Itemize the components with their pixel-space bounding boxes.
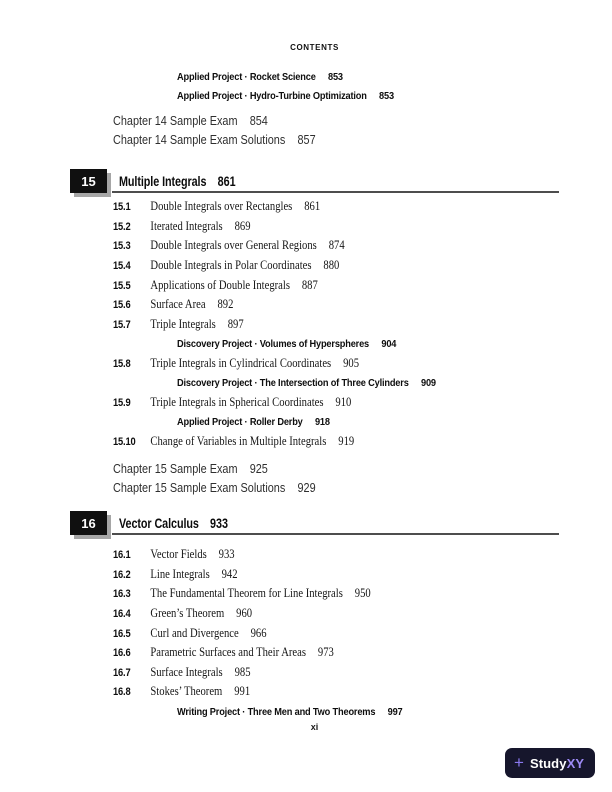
toc-row-content <box>113 199 320 214</box>
toc-row-content <box>113 317 244 332</box>
section-number: 16.4 <box>113 608 131 621</box>
section-title: Triple Integrals in Cylindrical Coordinates <box>150 356 332 371</box>
toc-row-content <box>113 278 318 293</box>
section-page: 897 <box>227 316 244 331</box>
exam-page: 854 <box>249 113 268 128</box>
toc-section-row <box>70 565 559 585</box>
chapter-15-title: Multiple Integrals <box>119 173 207 189</box>
toc-row-content <box>113 481 316 495</box>
toc-row-content <box>177 71 343 83</box>
chapter-16-rule <box>112 533 559 535</box>
toc-row-content <box>113 238 345 253</box>
section-number: 15.9 <box>113 397 131 410</box>
toc-exam-row <box>70 131 559 151</box>
toc-section-row <box>70 545 559 565</box>
toc-section-row <box>70 354 559 374</box>
section-page: 869 <box>234 218 251 233</box>
section-number: 16.3 <box>113 588 131 601</box>
section-number: 16.1 <box>113 549 131 562</box>
section-number: 15.1 <box>113 201 131 214</box>
toc-section-row <box>70 682 559 702</box>
section-title: Double Integrals in Polar Coordinates <box>150 258 312 273</box>
chapter-15-section-list <box>70 197 559 452</box>
toc-row-content <box>113 258 339 273</box>
chapter-15-number-box <box>70 169 107 193</box>
section-title: Stokes’ Theorem <box>150 684 223 699</box>
contents-header: CONTENTS <box>290 43 339 52</box>
toc-section-row <box>70 217 559 237</box>
toc-row-content <box>113 547 235 562</box>
chapter-16-section-list <box>70 545 559 721</box>
section-page: 973 <box>317 645 334 660</box>
section-title: Parametric Surfaces and Their Areas <box>150 645 306 660</box>
section-number: 16.7 <box>113 666 131 679</box>
chapter-15-header <box>70 169 559 193</box>
section-page: 933 <box>218 547 235 562</box>
section-title: Triple Integrals in Spherical Coordinates <box>150 395 324 410</box>
toc-row-content <box>113 219 251 234</box>
logo-text-primary: Study <box>529 755 567 771</box>
chapter-16-page: 933 <box>210 515 229 531</box>
section-page: 942 <box>221 566 238 581</box>
toc-section-row <box>70 393 559 413</box>
toc-project-row <box>70 334 559 354</box>
toc-row-content <box>113 395 351 410</box>
toc-project-row <box>70 413 559 433</box>
toc-row-content <box>113 434 354 449</box>
exam-label: Chapter 15 Sample Exam <box>113 461 238 476</box>
toc-row-content <box>177 90 394 102</box>
toc-row-content <box>113 567 238 582</box>
section-number: 16.8 <box>113 686 131 699</box>
exam-label: Chapter 14 Sample Exam Solutions <box>113 133 286 148</box>
exam-page: 929 <box>297 481 316 496</box>
project-page: 904 <box>381 337 397 350</box>
section-page: 960 <box>236 606 253 621</box>
toc-project-row <box>70 373 559 393</box>
section-number: 15.7 <box>113 318 131 331</box>
toc-section-row <box>70 256 559 276</box>
toc-section-row <box>70 295 559 315</box>
project-label: Discovery Project · The Intersection of Three Cylinders <box>177 377 409 390</box>
section-page: 892 <box>217 297 234 312</box>
section-page: 991 <box>234 684 251 699</box>
logo-text-accent: XY <box>566 755 585 771</box>
toc-section-row <box>70 604 559 624</box>
section-title: Line Integrals <box>150 566 210 581</box>
section-title: Curl and Divergence <box>150 625 239 640</box>
toc-exam-row <box>70 111 559 131</box>
section-page: 950 <box>354 586 371 601</box>
toc-row-content <box>177 338 396 350</box>
toc-row-content <box>113 606 252 621</box>
toc-section-row <box>70 432 559 452</box>
toc-row-content <box>113 645 334 660</box>
project-page: 909 <box>420 377 436 390</box>
toc-section-row <box>70 315 559 335</box>
project-label: Applied Project · Rocket Science <box>177 70 316 83</box>
section-title: Surface Area <box>150 297 206 312</box>
project-label: Applied Project · Hydro-Turbine Optimization <box>177 90 367 103</box>
exam-page: 925 <box>249 461 268 476</box>
toc-row-content <box>113 684 250 699</box>
chapter-16-title-group <box>119 516 228 531</box>
section-page: 905 <box>343 356 360 371</box>
section-number: 16.5 <box>113 627 131 640</box>
toc-section-row <box>70 584 559 604</box>
toc-row-content <box>113 297 233 312</box>
toc-exam-row <box>70 479 559 499</box>
toc-section-row <box>70 197 559 217</box>
toc-row-content <box>113 114 268 128</box>
section-title: Iterated Integrals <box>150 218 223 233</box>
section-number: 15.4 <box>113 260 131 273</box>
section-page: 966 <box>250 625 267 640</box>
section-page: 910 <box>335 395 352 410</box>
section-title: Double Integrals over General Regions <box>150 238 317 253</box>
project-label: Applied Project · Roller Derby <box>177 416 303 429</box>
section-title: Vector Fields <box>150 547 207 562</box>
section-number: 15.5 <box>113 279 131 292</box>
chapter-15-exam-list <box>70 459 559 498</box>
toc-project-row <box>70 87 559 107</box>
plus-icon: + <box>514 752 524 772</box>
toc-row-content <box>177 377 436 389</box>
toc-row-content <box>113 356 359 371</box>
section-number: 15.10 <box>113 436 136 449</box>
chapter-15-title-group <box>119 174 236 189</box>
section-number: 15.6 <box>113 299 131 312</box>
project-label: Discovery Project · Volumes of Hyperspheres <box>177 337 370 350</box>
toc-row-content <box>113 462 268 476</box>
toc-row-content <box>113 586 371 601</box>
section-title: Double Integrals over Rectangles <box>150 199 293 214</box>
section-number: 16.2 <box>113 568 131 581</box>
toc-content <box>70 0 559 792</box>
project-page: 997 <box>387 705 403 718</box>
chapter-16-header <box>70 511 559 535</box>
chapter14-exam-list <box>70 111 559 150</box>
page-number: xi <box>310 722 319 732</box>
section-title: The Fundamental Theorem for Line Integrals <box>150 586 343 601</box>
toc-section-row <box>70 643 559 663</box>
project-page: 918 <box>314 416 330 429</box>
studyxy-logo <box>505 748 595 778</box>
section-number: 15.3 <box>113 240 131 253</box>
section-title: Green’s Theorem <box>150 606 225 621</box>
section-page: 985 <box>234 664 251 679</box>
exam-page: 857 <box>297 133 316 148</box>
chapter-16-number: 16 <box>81 515 96 531</box>
chapter-15-number: 15 <box>81 173 96 189</box>
section-title: Surface Integrals <box>150 664 223 679</box>
toc-project-row <box>70 702 559 722</box>
exam-label: Chapter 15 Sample Exam Solutions <box>113 481 286 496</box>
toc-exam-row <box>70 459 559 479</box>
section-title: Triple Integrals <box>150 316 216 331</box>
chapter-15-rule <box>112 191 559 193</box>
section-page: 861 <box>304 199 321 214</box>
section-number: 15.8 <box>113 358 131 371</box>
toc-row-content <box>113 133 316 147</box>
exam-label: Chapter 14 Sample Exam <box>113 113 238 128</box>
project-page: 853 <box>379 90 394 103</box>
toc-section-row <box>70 236 559 256</box>
section-page: 919 <box>338 434 355 449</box>
section-page: 887 <box>301 277 318 292</box>
toc-row-content <box>113 626 267 641</box>
chapter-15-page: 861 <box>217 173 236 189</box>
section-title: Applications of Double Integrals <box>150 277 290 292</box>
toc-section-row <box>70 275 559 295</box>
toc-row-content <box>113 665 251 680</box>
section-page: 874 <box>328 238 345 253</box>
section-number: 15.2 <box>113 220 131 233</box>
toc-project-row <box>70 67 559 87</box>
toc-section-row <box>70 623 559 643</box>
section-page: 880 <box>323 258 340 273</box>
toc-section-row <box>70 663 559 683</box>
project-label: Writing Project · Three Men and Two Theorems <box>177 705 376 718</box>
project-page: 853 <box>327 70 343 83</box>
toc-row-content <box>177 706 403 718</box>
section-number: 16.6 <box>113 647 131 660</box>
toc-row-content <box>177 416 330 428</box>
section-title: Change of Variables in Multiple Integrals <box>150 434 327 449</box>
chapter-16-number-box <box>70 511 107 535</box>
chapter-16-title: Vector Calculus <box>119 515 199 531</box>
front-projects-list <box>70 67 559 106</box>
